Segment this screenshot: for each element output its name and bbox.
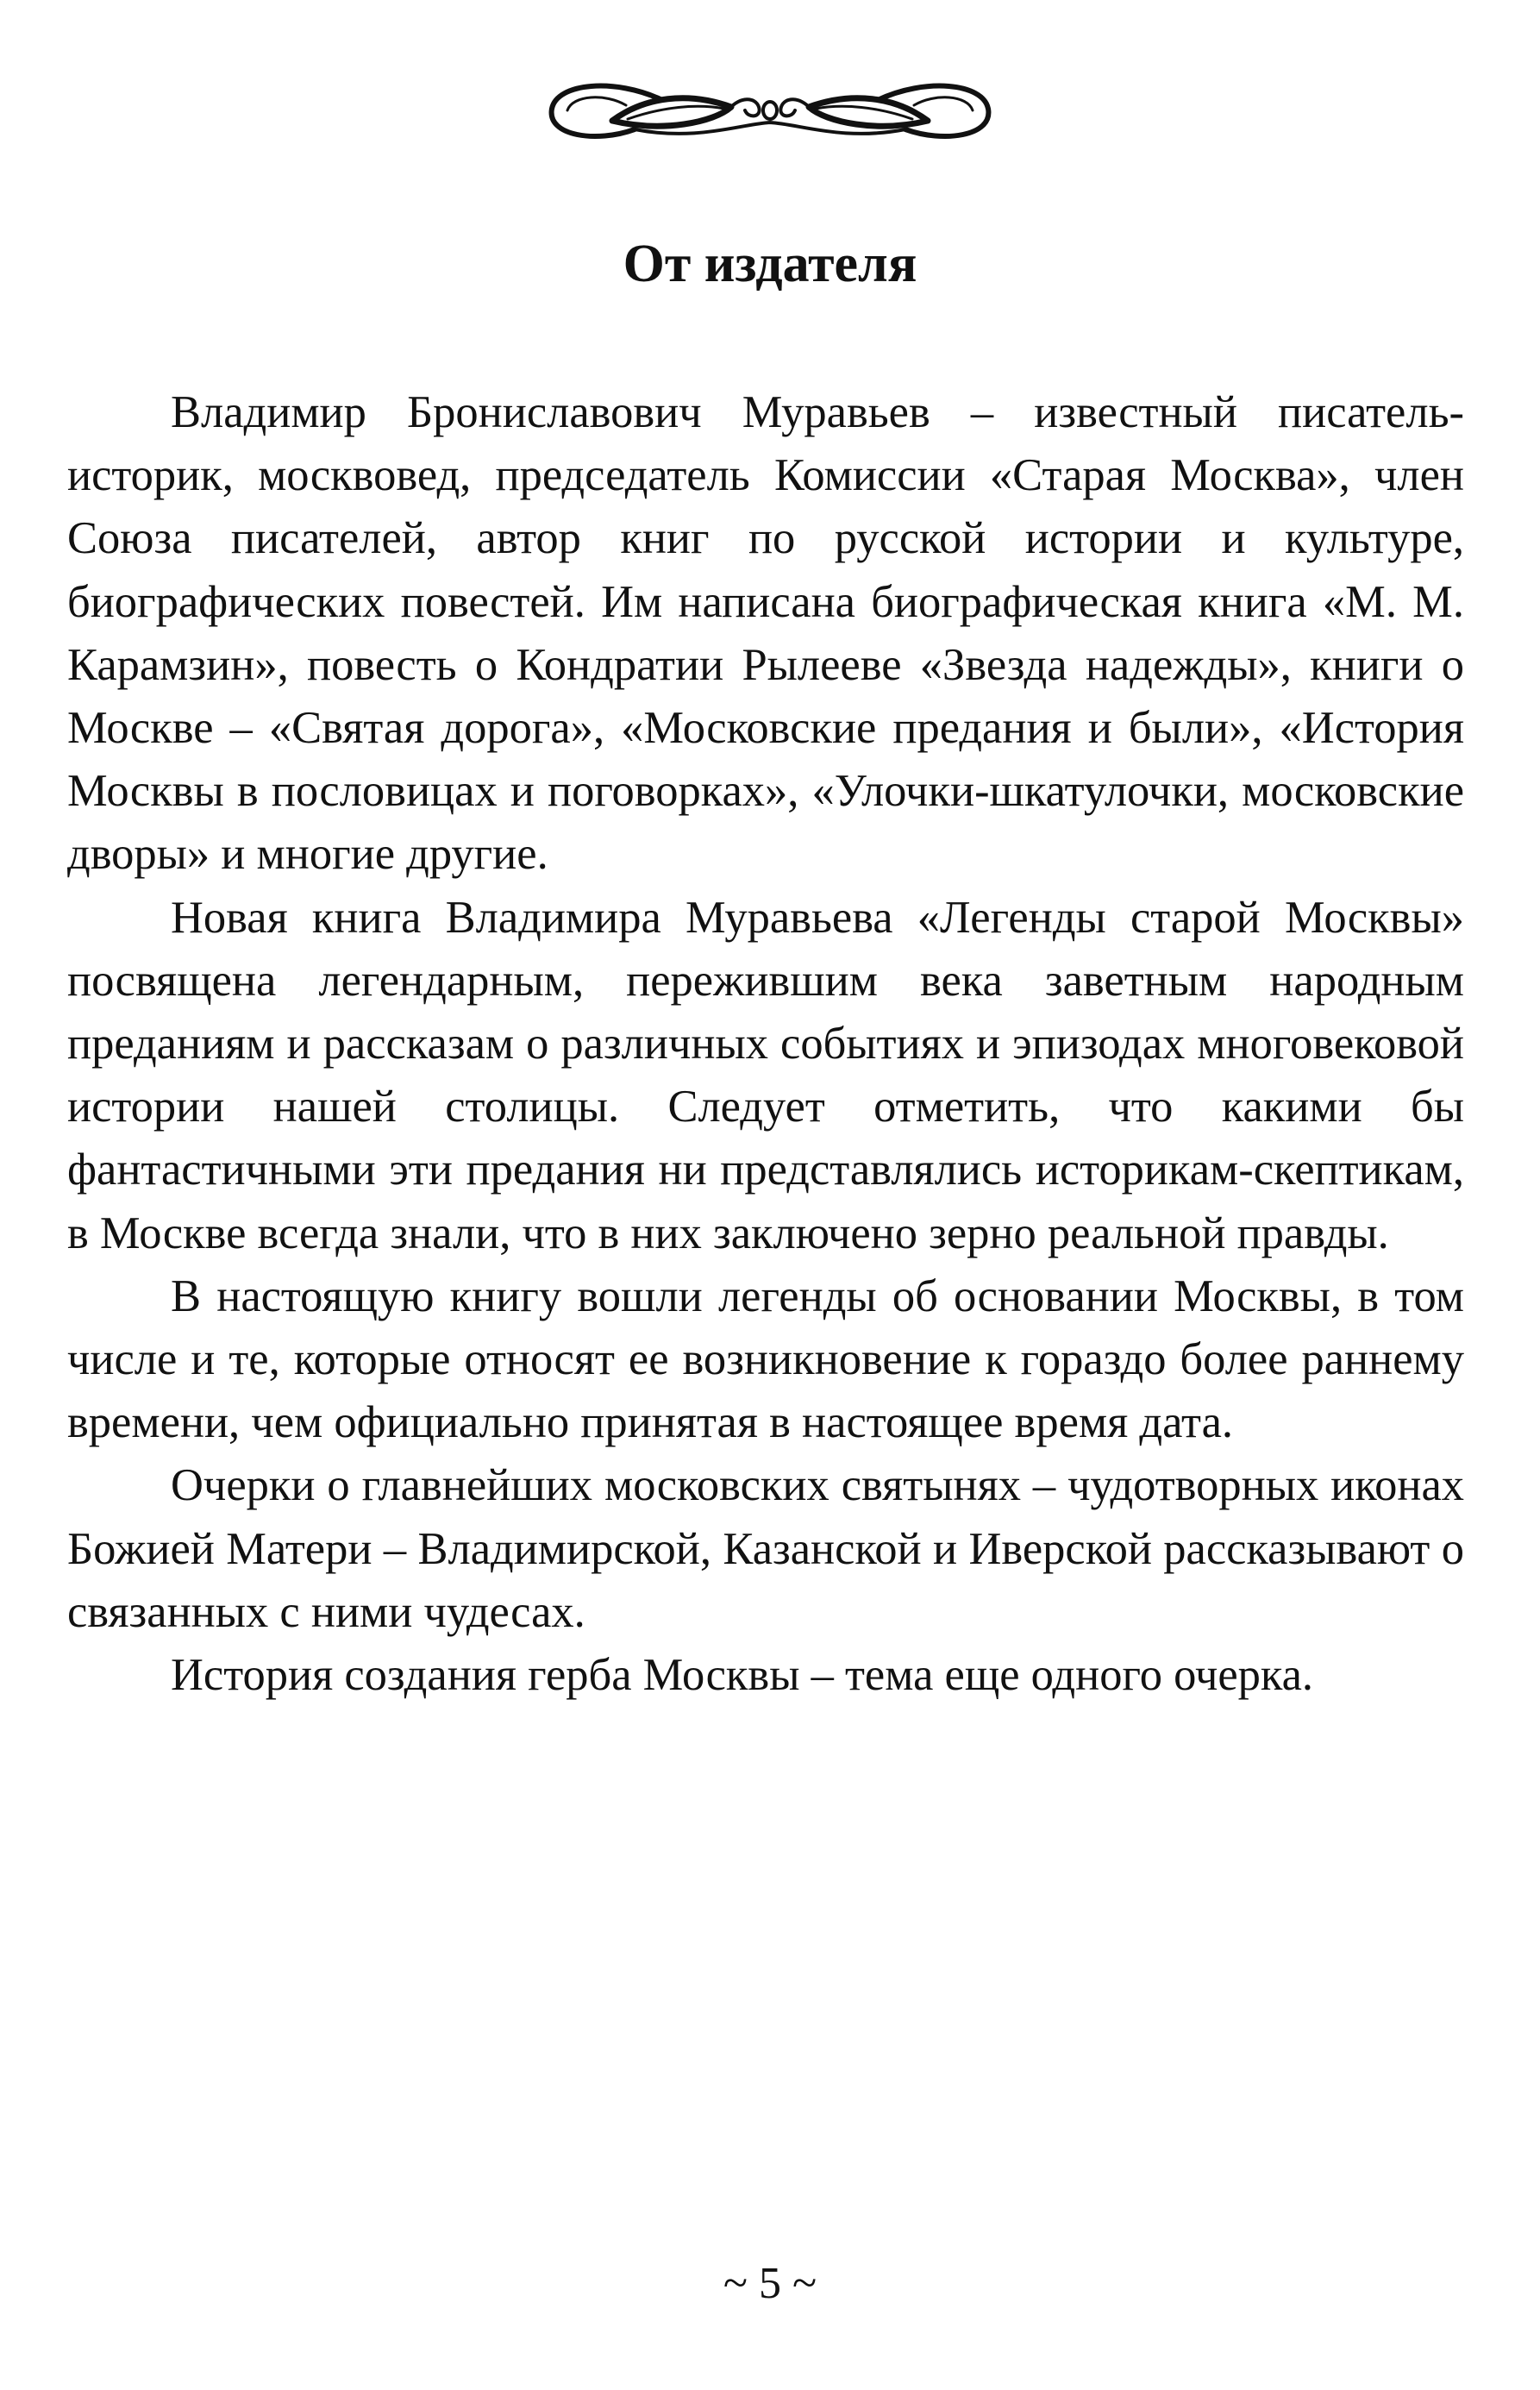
paragraph: Владимир Брониславович Муравьев – известный писатель-историк, москвовед, председатель Комиссии «Старая Москва», член Союза писателей, автор книг по русской истории и культуре, биографических повестей. Им написана биографическая книга «М. М. Карамзин», повесть о Кондратии Рылееве «Звезда надежды», книги о Москве – «Святая дорога», «Московские предания и были», «История Москвы в пословицах и поговорках», «Улочки-шкатулочки, московские дворы» и многие другие. xyxy=(67,387,1464,880)
decorative-flourish-icon xyxy=(533,62,1007,155)
page-title: От издателя xyxy=(623,235,917,293)
paragraph: Очерки о главнейших московских святынях – чудотворных иконах Божией Матери – Владимирской, Казанской и Иверской рассказывают о связанных с ними чудесах. xyxy=(67,1460,1464,1637)
paragraph: Новая книга Владимира Муравьева «Легенды старой Москвы» посвящена легендарным, пережившим века заветным народным преданиям и рассказам о различных событиях и эпизодах многовековой истории нашей столицы. Следует отметить, что какими бы фантастичными эти предания ни представлялись историкам-скептикам, в Москве всегда знали, что в них заключено зерно реальной правды. xyxy=(67,892,1464,1258)
paragraph: История создания герба Москвы – тема еще одного очерка. xyxy=(171,1650,1314,1701)
body-text xyxy=(67,381,1464,1707)
paragraph: В настоящую книгу вошли легенды об основании Москвы, в том числе и те, которые относят ее возникновение к гораздо более раннему времени, чем официально принятая в настоящее время дата. xyxy=(67,1270,1464,1448)
page-number: ~ 5 ~ xyxy=(723,2259,817,2308)
